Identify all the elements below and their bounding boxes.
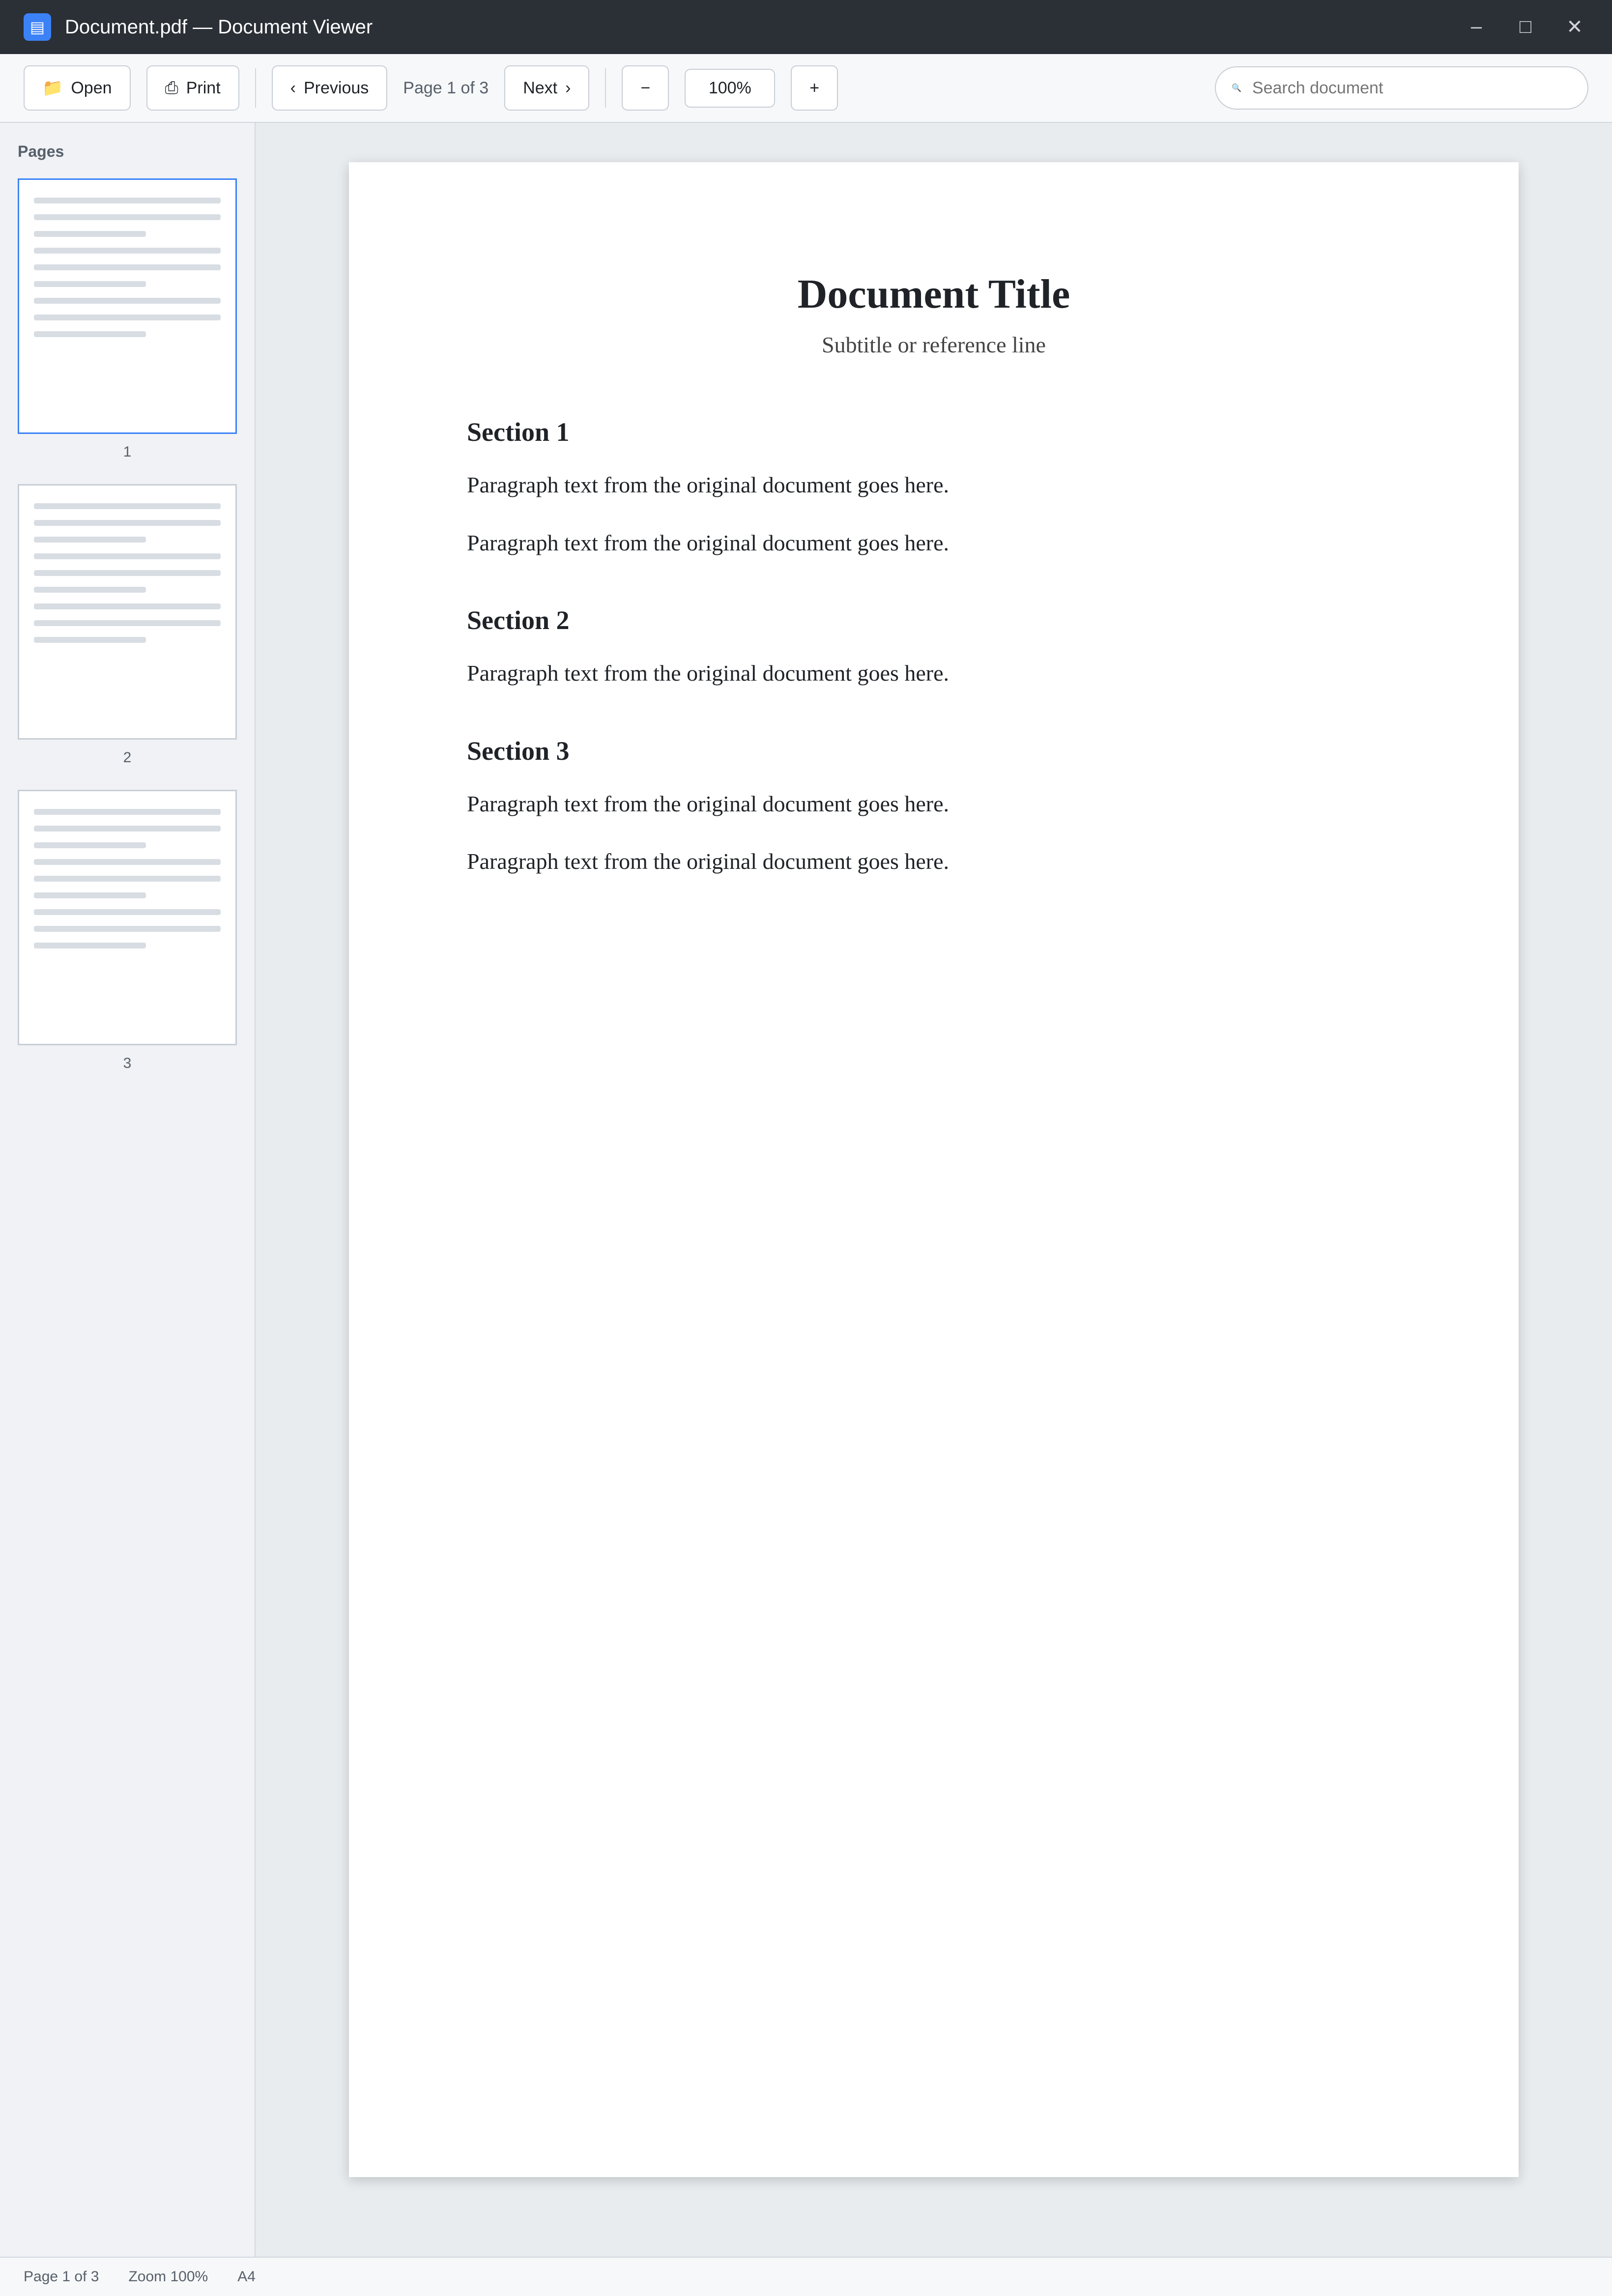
thumbnail-text-line	[34, 248, 221, 254]
thumbnail-text-line	[34, 298, 221, 304]
printer-icon: ⎙	[165, 78, 178, 97]
thumbnail-text-line	[34, 909, 221, 915]
thumbnail-text-line	[34, 231, 146, 237]
thumbnail-text-line	[34, 537, 146, 543]
thumbnail-text-line	[34, 842, 146, 848]
thumbnail-text-line	[34, 826, 221, 832]
close-icon[interactable]: ✕	[1566, 16, 1583, 38]
thumbnail-sidebar	[0, 123, 256, 2257]
next-label: Next	[523, 78, 558, 97]
thumbnail-text-line	[34, 214, 221, 220]
main-area	[0, 123, 1612, 2257]
window-controls	[1463, 16, 1588, 38]
status-page: Page 1 of 3	[24, 2268, 99, 2285]
thumbnail-text-line	[34, 587, 146, 593]
thumbnail-text-line	[34, 553, 221, 559]
page-indicator: Page 1 of 3	[403, 78, 489, 97]
thumbnail-text-line	[34, 503, 221, 509]
status-zoom: Zoom 100%	[128, 2268, 208, 2285]
thumbnail-page-number: 3	[123, 1055, 132, 1071]
thumbnail-text-line	[34, 264, 221, 270]
thumbnail-text-line	[34, 637, 146, 643]
sidebar-heading: Pages	[18, 143, 64, 160]
print-label: Print	[186, 78, 221, 97]
open-label: Open	[71, 78, 112, 97]
thumbnail-text-line	[34, 281, 146, 287]
zoom-in-button[interactable]: +	[791, 65, 838, 111]
page-thumbnail[interactable]	[18, 790, 237, 1045]
thumbnail-text-line	[34, 331, 146, 337]
thumbnail-page-number: 1	[123, 444, 132, 460]
document-subtitle: Subtitle or reference line	[822, 332, 1046, 357]
thumbnail-text-line	[34, 876, 221, 882]
title-bar	[0, 0, 1612, 54]
paragraph: Paragraph text from the original document goes here.	[467, 660, 950, 686]
thumbnail-text-line	[34, 570, 221, 576]
thumbnail-text-line	[34, 315, 221, 320]
document-icon: ▤	[24, 13, 51, 41]
toolbar-divider	[605, 68, 606, 108]
thumbnail-text-line	[34, 943, 146, 948]
thumbnail-list	[18, 178, 237, 1072]
paragraph: Paragraph text from the original document goes here.	[467, 791, 950, 816]
thumbnail-text-line	[34, 809, 221, 815]
folder-icon: 📁	[42, 79, 63, 97]
thumbnail-text-line	[34, 198, 221, 203]
document-page	[349, 162, 1519, 2177]
open-button[interactable]	[24, 65, 131, 111]
page-thumbnail[interactable]	[18, 178, 237, 434]
section-heading: Section 1	[467, 417, 570, 447]
document-title: Document Title	[797, 271, 1070, 317]
status-bar	[0, 2257, 1612, 2296]
thumbnail-text-line	[34, 859, 221, 865]
paragraph: Paragraph text from the original document goes here.	[467, 530, 950, 555]
toolbar-divider	[255, 68, 256, 108]
thumbnail-text-line	[34, 520, 221, 526]
search-input[interactable]	[1251, 78, 1572, 98]
thumbnail-page-number: 2	[123, 749, 132, 766]
chevron-right-icon: ›	[565, 78, 571, 97]
section-heading: Section 3	[467, 736, 570, 766]
print-button[interactable]	[146, 65, 239, 111]
status-size: A4	[237, 2268, 256, 2285]
minimize-icon[interactable]: –	[1470, 16, 1482, 37]
thumbnail-text-line	[34, 620, 221, 626]
paragraph: Paragraph text from the original document goes here.	[467, 849, 950, 874]
zoom-out-button[interactable]: −	[622, 65, 669, 111]
thumbnail-text-line	[34, 892, 146, 898]
section-heading: Section 2	[467, 605, 570, 635]
page-thumbnail[interactable]	[18, 484, 237, 740]
paragraph: Paragraph text from the original document goes here.	[467, 472, 950, 497]
document-viewer[interactable]	[256, 123, 1612, 2257]
search-box	[1215, 66, 1588, 110]
thumbnail-text-line	[34, 603, 221, 609]
document-body	[467, 417, 1401, 880]
search-icon: 🔍	[1232, 84, 1241, 92]
zoom-level[interactable]: 100%	[685, 69, 775, 108]
thumbnail-text-line	[34, 926, 221, 932]
chevron-left-icon: ‹	[290, 78, 296, 97]
previous-page-button[interactable]	[272, 65, 388, 111]
window-title: Document.pdf — Document Viewer	[65, 16, 373, 38]
previous-label: Previous	[303, 78, 369, 97]
next-page-button[interactable]	[504, 65, 589, 111]
toolbar	[0, 54, 1612, 123]
maximize-icon[interactable]: □	[1519, 16, 1532, 37]
